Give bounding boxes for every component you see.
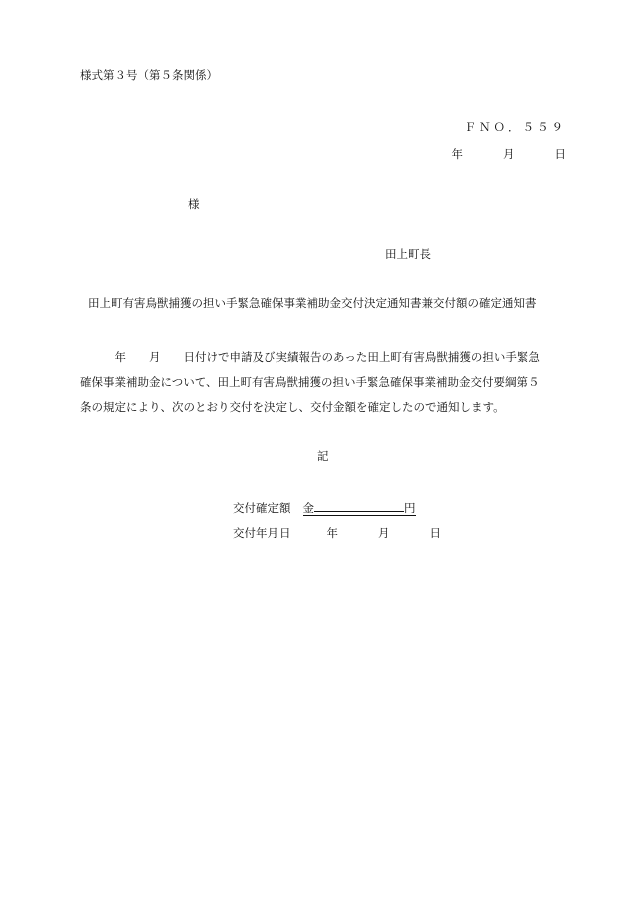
grant-date-day: 日 [429,526,441,540]
reference-number: ＦＮＯ．５５９ [464,120,566,134]
grant-date-row [233,525,441,541]
grant-date-month: 月 [378,526,390,540]
notice-body [80,345,560,420]
grant-date-label: 交付年月日 [233,526,291,540]
grant-date-year: 年 [326,526,338,540]
issue-date [452,146,567,162]
amount-label: 交付確定額 [233,501,291,515]
document-title: 田上町有害鳥獣捕獲の担い手緊急確保事業補助金交付決定通知書兼交付額の確定通知書 [88,296,537,310]
issuer-name: 田上町長 [385,247,431,261]
issue-date-month: 月 [503,147,515,161]
amount-prefix: 金 [302,501,314,515]
amount-unit: 円 [404,501,416,515]
form-number: 様式第３号（第５条関係） [80,68,218,82]
notice-body-line: 条の規定により、次のとおり交付を決定し、交付金額を確定したので通知します。 [80,400,505,414]
amount-field [303,501,416,516]
notice-body-line: 確保事業補助金について、田上町有害鳥獣捕獲の担い手緊急確保事業補助金交付要綱第５ [80,375,540,389]
notice-body-line: 年 月 日付けで申請及び実績報告のあった田上町有害鳥獣捕獲の担い手緊急 [80,350,540,364]
recipient-honorific: 様 [188,197,200,211]
issue-date-day: 日 [554,147,566,161]
ki-heading: 記 [317,449,329,463]
issue-date-year: 年 [451,147,463,161]
amount-row [233,499,416,516]
